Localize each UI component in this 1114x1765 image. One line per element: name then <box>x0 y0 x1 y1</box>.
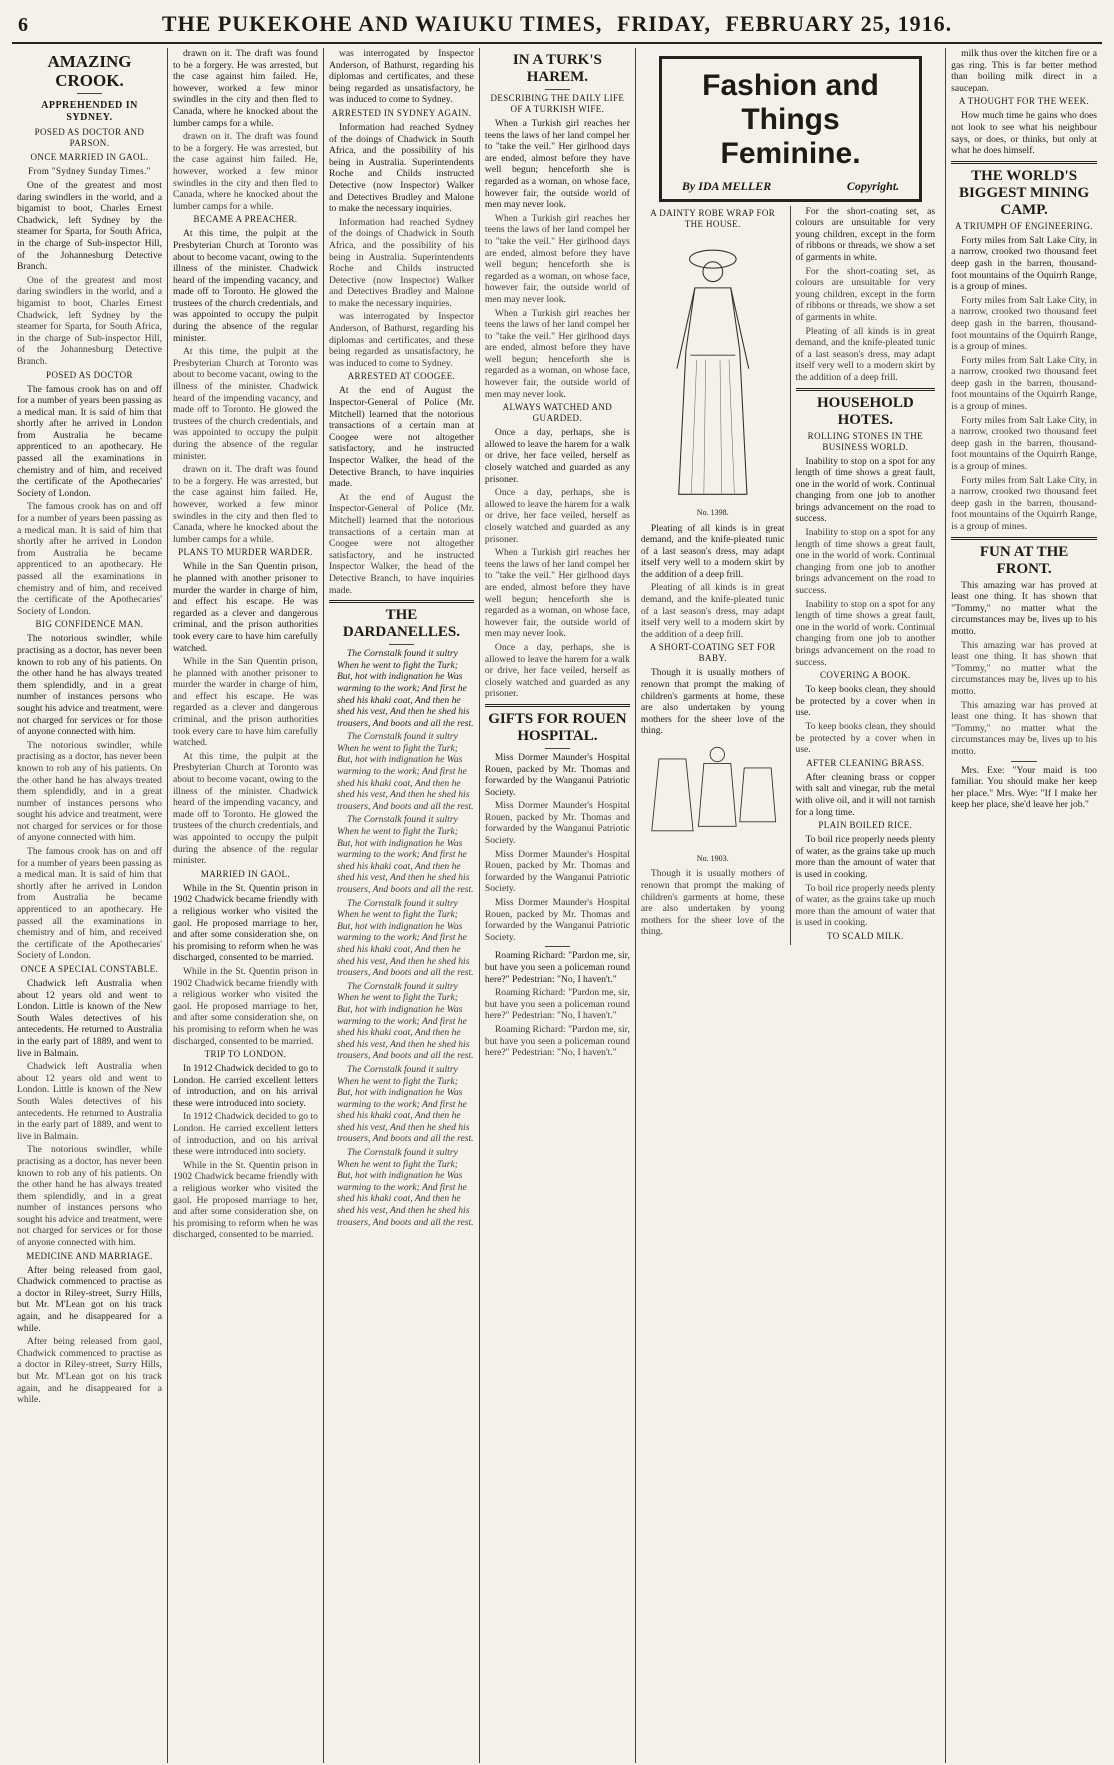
paragraph: To keep books clean, they should be protected by a cover when in use. <box>795 684 936 719</box>
byline-row <box>670 181 911 193</box>
paragraph: After cleaning brass or copper with salt and vinegar, rub the metal with olive oil, and it will not tarnish for a long time. <box>795 771 936 818</box>
paragraph: Inability to stop on a spot for any length of time shows a great fault, one in the world of work. Continual changing from one job to another brings advancement on the road to success. <box>795 527 936 597</box>
subhead: A THOUGHT FOR THE WEEK. <box>958 96 1090 107</box>
deck: DESCRIBING THE DAILY LIFE OF A TURKISH WIFE. <box>490 93 625 114</box>
paragraph: For the short-coating set, as colours are unsuitable for very young children, except in the form of ribbons or threads, we show a set of garments in white. <box>795 205 936 263</box>
robe-wrap-illustration <box>641 234 785 503</box>
subhead: AFTER CLEANING BRASS. <box>806 757 925 768</box>
divider <box>1011 761 1037 762</box>
column-4 <box>480 48 636 1763</box>
paragraph: Forty miles from Salt Lake City, in a narrow, crooked two thousand feet deep gash in the barren, thousand-foot mountains of the Oquirrh Range, is a group of mines. <box>951 474 1097 532</box>
paragraph: To boil rice properly needs plenty of water, as the grains take up much more than the amount of water that is used in cooking. <box>795 834 936 880</box>
paragraph: In 1912 Chadwick decided to go to London. He carried excellent letters of introduction, and on his arrival these were introduced into society. <box>172 1111 318 1158</box>
figure-caption: No. 1398. <box>696 507 729 517</box>
deck-posed: POSED AS DOCTOR AND PARSON. <box>34 127 145 148</box>
masthead-name: THE PUKEKOHE AND WAIUKU TIMES, <box>161 11 603 36</box>
paragraph: At this time, the pulpit at the Presbyterian Church at Toronto was about to become vacant, owing to the illness of the minister. Chadwick heard of the impending vacancy, and made off to Toronto. He glowed the trustees of the church credentials, and was appointed to occupy the pulpit during the absence of the regular minister. <box>172 346 318 462</box>
paragraph: drawn on it. The draft was found to be a forgery. He was arrested, but the case against him failed. He, however, worked a few minor swindles in the city and then fled to Canada, where he knocked about the lumber camps for a while. <box>172 48 318 129</box>
paragraph: While in the San Quentin prison, he planned with another prisoner to murder the warder in charge of him, and effect his escape. He was regarded as a clever and dangerous criminal, and the prison authorities took every care to have him carefully watched. <box>172 656 318 749</box>
paragraph: The famous crook has on and off for a number of years been passing as a medical man. It is said of him that shortly after he arrived in London from Australia he became apprenticed to an apothecary. He passed all the examinations in chemistry and of him, and received the certificate of the Apothecaries' Society of London. <box>17 501 162 617</box>
headline-dardanelles: THE DARDANELLES. <box>342 607 460 641</box>
subhead: PLAIN BOILED RICE. <box>818 820 913 831</box>
byline: By IDA MELLER <box>681 179 772 193</box>
baby-set-illustration <box>641 741 785 849</box>
paragraph: Though it is usually mothers of renown that prompt the making of children's garments at home, these are also undertaken by young mothers for the sheer love of the thing. <box>640 667 785 737</box>
headline-fun-at-front: FUN AT THE FRONT. <box>979 543 1069 577</box>
paragraph: At this time, the pulpit at the Presbyterian Church at Toronto was about to become vacant, owing to the illness of the minister. Chadwick heard of the impending vacancy, and made off to Toronto. He glowed the trustees of the church credentials, and was appointed to occupy the pulpit during the absence of the regular minister. <box>172 750 318 867</box>
poem: The Cornstalk found it sultry When he went to fight the Turk; But, hot with indignation he Was warming to the work; And first he shed his khaki coat, And then he shed his vest, And then he shed his trousers, And boots and all the rest. <box>336 897 474 979</box>
page-number: 6 <box>18 14 28 36</box>
paragraph: Chadwick left Australia when about 12 years old and went to London. Little is known of the New South Wales detectives of his antecedents. He returned to Australia in the early part of 1889, and went to live in Balmain. <box>17 1061 162 1142</box>
paragraph: How much time he gains who does not look to see what his neighbour says, or does, or thinks, but only at what he does himself. <box>951 110 1097 157</box>
paragraph: milk thus over the kitchen fire or a gas ring. This is far better method than boiling milk direct in a saucepan. <box>951 48 1097 94</box>
paragraph: Miss Dormer Maunder's Hospital Rouen, packed by Mr. Thomas and forwarded by the Wanganui Patriotic Society. <box>484 751 630 798</box>
divider <box>951 537 1097 540</box>
paragraph: Forty miles from Salt Lake City, in a narrow, crooked two thousand feet deep gash in the barren, thousand-foot mountains of the Oquirrh Range, is a group of mines. <box>951 414 1097 473</box>
paragraph: Pleating of all kinds is in great demand, and the knife-pleated tunic of a last season's dress, may adapt itself very well to a modern skirt by the addition of a deep frill. <box>795 325 936 383</box>
fashion-title: Fashion and Things Feminine. <box>702 69 879 170</box>
masthead-day: FRIDAY, <box>616 11 711 36</box>
paragraph: Pleating of all kinds is in great demand, and the knife-pleated tunic of a last season's dress, may adapt itself very well to a modern skirt by the addition of a deep frill. <box>640 582 785 640</box>
fashion-subcolumns <box>641 206 940 945</box>
copyright: Copyright. <box>846 179 900 193</box>
subhead: ARRESTED AT COOGEE. <box>347 371 456 382</box>
headline-turks-harem: IN A TURK'S HAREM. <box>512 52 602 85</box>
paragraph: Forty miles from Salt Lake City, in a narrow, crooked two thousand feet deep gash in the barren, thousand-foot mountains of the Oquirrh Range, is a group of mines. <box>951 354 1097 413</box>
paragraph: drawn on it. The draft was found to be a forgery. He was arrested, but the case against him failed. He, however, worked a few minor swindles in the city and then fled to Canada, where he knocked about the lumber camps for a while. <box>172 131 318 212</box>
paragraph: When a Turkish girl reaches her teens the laws of her land compel her to "take the veil." Her girlhood days are ended, almost before they have well begun; henceforth she is regarded as a woman, on whose face, however fair, the outside world of men may never look. <box>484 212 630 305</box>
article-source: From "Sydney Sunday Times." <box>28 166 151 176</box>
headline-amazing-crook: AMAZING CROOK. <box>47 52 132 90</box>
headline-household-notes: HOUSEHOLD HOTES. <box>816 394 914 428</box>
subhead: A SHORT-COATING SET FOR BABY. <box>649 642 776 664</box>
column-1 <box>12 48 168 1763</box>
columns <box>12 48 1102 1763</box>
paragraph: Pleating of all kinds is in great demand, and the knife-pleated tunic of a last season's dress, may adapt itself very well to a modern skirt by the addition of a deep frill. <box>640 522 785 580</box>
paragraph: While in the St. Quentin prison in 1902 Chadwick became friendly with a religious worker who visited the gaol. He proposed marriage to her, and after some consideration she, on his promising to reform when he was discharged, consented to be married. <box>172 882 318 964</box>
subhead: TO SCALD MILK. <box>826 930 904 941</box>
divider <box>951 161 1097 164</box>
paragraph: After being released from gaol, Chadwick commenced to practise as a doctor in Riley-street, Surry Hills, but Mr. M'Lean got on his track again, and he disappeared for a while. <box>17 1264 162 1334</box>
paragraph: Forty miles from Salt Lake City, in a narrow, crooked two thousand feet deep gash in the barren, thousand-foot mountains of the Oquirrh Range, is a group of mines. <box>951 294 1097 353</box>
paragraph: In 1912 Chadwick decided to go to London. He carried excellent letters of introduction, and on his arrival these were introduced into society. <box>172 1063 318 1109</box>
subhead: POSED AS DOCTOR <box>46 369 133 380</box>
paragraph: Mrs. Exe: "Your maid is too familiar. You should make her keep her place." Mrs. Wye: "If I make her keep her place, she'd leave her job." <box>951 764 1097 811</box>
column-7 <box>946 48 1102 1763</box>
paragraph: This amazing war has proved at least one thing. It has shown that "Tommy," no matter what the circumstances may be, lives up to his motto. <box>951 699 1097 757</box>
subhead: MARRIED IN GAOL. <box>200 868 291 879</box>
subhead: TRIP TO LONDON. <box>204 1049 287 1060</box>
subhead: A DAINTY ROBE WRAP FOR THE HOUSE. <box>650 207 776 229</box>
paragraph: was interrogated by Inspector Anderson, of Bathurst, regarding his diplomas and certificates, and these being regarded as unsatisfactory, he was induced to come to Sydney. <box>328 311 474 369</box>
fashion-right-column <box>791 206 941 945</box>
paragraph: drawn on it. The draft was found to be a forgery. He was arrested, but the case against him failed. He, however, worked a few minor swindles in the city and then fled to Canada, where he knocked about the lumber camps for a while. <box>172 464 318 545</box>
paragraph: One of the greatest and most daring swindlers in the world, and a bigamist to boot, Charles Ernest Chadwick, left Sydney by the steamer for Sparta, for South Africa, in the charge of Sub-inspector Hill, of the Johannesburg Detective Branch. <box>17 180 162 273</box>
paragraph: The notorious swindler, while practising as a doctor, has never been known to rob any of his patients. On the other hand he has always treated them splendidly, and in a great number of instances persons who sought his advice and treatment, were not charged for services or for those of anyone connected with him. <box>17 739 162 844</box>
paragraph: Roaming Richard: "Pardon me, sir, but have you seen a policeman round here?" Pedestrian: "No, I haven't." <box>484 987 630 1022</box>
headline-mining-camp: THE WORLD'S BIGGEST MINING CAMP. <box>958 167 1090 218</box>
poem: The Cornstalk found it sultry When he went to fight the Turk; But, hot with indignation he Was warming to the work; And first he shed his khaki coat, And then he shed his vest, And then he shed his trousers, And boots and all the rest. <box>336 648 474 729</box>
paragraph: Forty miles from Salt Lake City, in a narrow, crooked two thousand feet deep gash in the barren, thousand-foot mountains of the Oquirrh Range, is a group of mines. <box>951 234 1097 293</box>
paragraph: Once a day, perhaps, she is allowed to leave the harem for a walk or drive, her face veiled, herself as closely watched and guarded as any prisoner. <box>484 427 630 485</box>
subhead: ONCE A SPECIAL CONSTABLE. <box>20 964 159 974</box>
paragraph: When a Turkish girl reaches her teens the laws of her land compel her to "take the veil." Her girlhood days are ended, almost before they have well begun; henceforth she is regarded as a woman, on whose face, however fair, the outside world of men may never look. <box>484 307 630 400</box>
fashion-left-column <box>641 206 791 945</box>
masthead-date: FEBRUARY 25, 1916. <box>725 11 953 36</box>
poem: The Cornstalk found it sultry When he went to fight the Turk; But, hot with indignation he Was warming to the work; And first he shed his khaki coat, And then he shed his vest, And then he shed his trousers, And boots and all the rest. <box>336 731 474 812</box>
deck-married: ONCE MARRIED IN GAOL. <box>30 152 149 162</box>
paragraph: was interrogated by Inspector Anderson, of Bathurst, regarding his diplomas and certificates, and these being regarded as unsatisfactory, he was induced to come to Sydney. <box>328 48 474 106</box>
divider <box>77 93 102 94</box>
paragraph: Miss Dormer Maunder's Hospital Rouen, packed by Mr. Thomas and forwarded by the Wanganui Patriotic Society. <box>484 800 630 847</box>
divider <box>389 644 414 645</box>
poem: The Cornstalk found it sultry When he went to fight the Turk; But, hot with indignation he Was warming to the work; And first he shed his khaki coat, And then he shed his vest, And then he shed his trousers, And boots and all the rest. <box>336 1147 474 1228</box>
divider <box>545 946 570 947</box>
paragraph: While in the San Quentin prison, he planned with another prisoner to murder the warder in charge of him, and effect his escape. He was regarded as a clever and dangerous criminal, and the prison authorities took every care to have him carefully watched. <box>172 561 318 654</box>
poem: The Cornstalk found it sultry When he went to fight the Turk; But, hot with indignation he Was warming to the work; And first he shed his khaki coat, And then he shed his vest, And then he shed his trousers, And boots and all the rest. <box>336 980 474 1062</box>
subhead: BECAME A PREACHER. <box>193 214 298 225</box>
newspaper-title <box>158 11 956 37</box>
paragraph: One of the greatest and most daring swindlers in the world, and a bigamist to boot, Charles Ernest Chadwick, left Sydney by the steamer for Sparta, for South Africa, in the charge of Sub-inspector Hill, of the Johannesburg Detective Branch. <box>17 274 162 367</box>
paragraph: Once a day, perhaps, she is allowed to leave the harem for a walk or drive, her face veiled, herself as closely watched and guarded as any prisoner. <box>484 641 630 700</box>
paragraph: At this time, the pulpit at the Presbyterian Church at Toronto was about to become vacant, owing to the illness of the minister. Chadwick heard of the impending vacancy, and made off to Toronto. He glowed the trustees of the church credentials, and was appointed to occupy the pulpit during the absence of the regular minister. <box>172 228 318 344</box>
figure-caption: No. 1903. <box>696 853 729 863</box>
paragraph: To boil rice properly needs plenty of water, as the grains take up much more than the amount of water that is used in cooking. <box>795 882 936 929</box>
paragraph: Inability to stop on a spot for any length of time shows a great fault, one in the world of work. Continual changing from one job to another brings advancement on the road to success. <box>795 598 936 668</box>
paragraph: At the end of August the Inspector-General of Police (Mr. Mitchell) learned that the notorious transactions of a certain man at Coogee were not altogether satisfactory, and he instructed Inspector Walker, the head of the Detective Branch, to have inquiries made. <box>328 385 474 490</box>
paragraph: At the end of August the Inspector-General of Police (Mr. Mitchell) learned that the notorious transactions of a certain man at Coogee were not altogether satisfactory, and he instructed Inspector Walker, the head of the Detective Branch, to have inquiries made. <box>328 491 474 596</box>
paragraph: This amazing war has proved at least one thing. It has shown that "Tommy," no matter what the circumstances may be, lives up to his motto. <box>951 639 1097 697</box>
paragraph: While in the St. Quentin prison in 1902 Chadwick became friendly with a religious worker who visited the gaol. He proposed marriage to her, and after some consideration she, on his promising to reform when he was discharged, consented to be married. <box>172 965 318 1047</box>
subhead: COVERING A BOOK. <box>820 670 911 681</box>
divider <box>329 600 474 603</box>
paragraph: When a Turkish girl reaches her teens the laws of her land compel her to "take the veil." Her girlhood days are ended, almost before they have well begun; henceforth she is regarded as a woman, on whose face, however fair, the outside world of men may never look. <box>484 547 630 640</box>
subhead: ALWAYS WATCHED AND GUARDED. <box>502 402 613 424</box>
paragraph: This amazing war has proved at least one thing. It has shown that "Tommy," no matter what the circumstances may be, lives up to his motto. <box>951 579 1097 637</box>
subhead: PLANS TO MURDER WARDER. <box>178 547 313 558</box>
paragraph: The notorious swindler, while practising as a doctor, has never been known to rob any of his patients. On the other hand he has always treated them splendidly, and in a great number of instances persons who sought his advice and treatment, were not charged for services or for those of anyone connected with him. <box>17 633 162 738</box>
poem: The Cornstalk found it sultry When he went to fight the Turk; But, hot with indignation he Was warming to the work; And first he shed his khaki coat, And then he shed his vest, And then he shed his trousers, And boots and all the rest. <box>336 814 474 895</box>
poem: The Cornstalk found it sultry When he went to fight the Turk; But, hot with indignation he Was warming to the work; And first he shed his khaki coat, And then he shed his vest, And then he shed his trousers, And boots and all the rest. <box>336 1063 474 1145</box>
paragraph: Roaming Richard: "Pardon me, sir, but have you seen a policeman round here?" Pedestrian: "No, I haven't." <box>484 950 630 985</box>
fashion-header-box <box>659 56 922 202</box>
deck-apprehended: APPREHENDED IN SYDNEY. <box>41 100 138 123</box>
paragraph: Information had reached Sydney of the doings of Chadwick in South Africa, and the possibility of his being in Australia. Superintendents Roche and Childs instructed Detective (now Inspector) Walker and Detectives Bradley and Malone to make the necessary inquiries. <box>328 216 474 309</box>
subhead: BIG CONFIDENCE MAN. <box>35 619 144 630</box>
column-2 <box>168 48 324 1763</box>
paragraph: Miss Dormer Maunder's Hospital Rouen, packed by Mr. Thomas and forwarded by the Wanganui Patriotic Society. <box>484 897 630 943</box>
paragraph: Though it is usually mothers of renown that prompt the making of children's garments at home, these are also undertaken by young mothers for the sheer love of the thing. <box>640 868 785 938</box>
paragraph: To keep books clean, they should be protected by a cover when in use. <box>795 720 936 756</box>
headline-gifts-rouen: GIFTS FOR ROUEN HOSPITAL. <box>488 710 627 744</box>
paragraph: Miss Dormer Maunder's Hospital Rouen, packed by Mr. Thomas and forwarded by the Wanganui Patriotic Society. <box>484 848 630 895</box>
paragraph: When a Turkish girl reaches her teens the laws of her land compel her to "take the veil." Her girlhood days are ended, almost before they have well begun; henceforth she is regarded as a woman, on whose face, however fair, the outside world of men may never look. <box>484 118 630 211</box>
subhead: MEDICINE AND MARRIAGE. <box>26 1250 153 1261</box>
masthead <box>12 6 1102 44</box>
divider <box>485 704 630 707</box>
deck: ROLLING STONES IN THE BUSINESS WORLD. <box>807 430 923 452</box>
column-3 <box>324 48 480 1763</box>
deck: A TRIUMPH OF ENGINEERING. <box>955 220 1093 231</box>
divider <box>545 748 570 749</box>
paragraph: Once a day, perhaps, she is allowed to leave the harem for a walk or drive, her face veiled, herself as closely watched and guarded as any prisoner. <box>484 487 630 545</box>
paragraph: The notorious swindler, while practising as a doctor, has never been known to rob any of his patients. On the other hand he has always treated them splendidly, and in a great number of instances persons who sought his advice and treatment, were not charged for services or for those of anyone connected with him. <box>17 1144 162 1249</box>
divider <box>545 89 570 90</box>
paragraph: Inability to stop on a spot for any length of time shows a great fault, one in the world of work. Continual changing from one job to another brings advancement on the road to success. <box>795 455 936 525</box>
paragraph: After being released from gaol, Chadwick commenced to practise as a doctor in Riley-street, Surry Hills, but Mr. M'Lean got on his track again, and he disappeared for a while. <box>17 1336 162 1406</box>
paragraph: The famous crook has on and off for a number of years been passing as a medical man. It is said of him that shortly after he arrived in London from Australia he became apprenticed to an apothecary. He passed all the examinations in chemistry and of him, and received the certificate of the Apothecaries' Society of London. <box>17 846 162 962</box>
paragraph: Information had reached Sydney of the doings of Chadwick in South Africa, and the possibility of his being in Australia. Superintendents Roche and Childs instructed Detective (now Inspector) Walker and Detectives Bradley and Malone to make the necessary inquiries. <box>328 121 474 215</box>
divider <box>796 388 936 391</box>
paragraph: Chadwick left Australia when about 12 years old and went to London. Little is known of the New South Wales detectives of his antecedents. He returned to Australia in the early part of 1889, and went to live in Balmain. <box>17 978 162 1059</box>
paragraph: The famous crook has on and off for a number of years been passing as a medical man. It is said of him that shortly after he arrived in London from Australia he became apprenticed to an apothecary. He passed all the examinations in chemistry and of him, and received the certificate of the Apothecaries' Society of London. <box>17 383 162 499</box>
fashion-section <box>636 48 946 1763</box>
subhead: ARRESTED IN SYDNEY AGAIN. <box>331 107 472 118</box>
paragraph: While in the St. Quentin prison in 1902 Chadwick became friendly with a religious worker who visited the gaol. He proposed marriage to her, and after some consideration she, on his promising to reform when he was discharged, consented to be married. <box>172 1159 318 1241</box>
paragraph: For the short-coating set, as colours are unsuitable for very young children, except in the form of ribbons or threads, we show a set of garments in white. <box>795 265 936 323</box>
paragraph: Roaming Richard: "Pardon me, sir, but have you seen a policeman round here?" Pedestrian: "No, I haven't." <box>484 1023 630 1059</box>
